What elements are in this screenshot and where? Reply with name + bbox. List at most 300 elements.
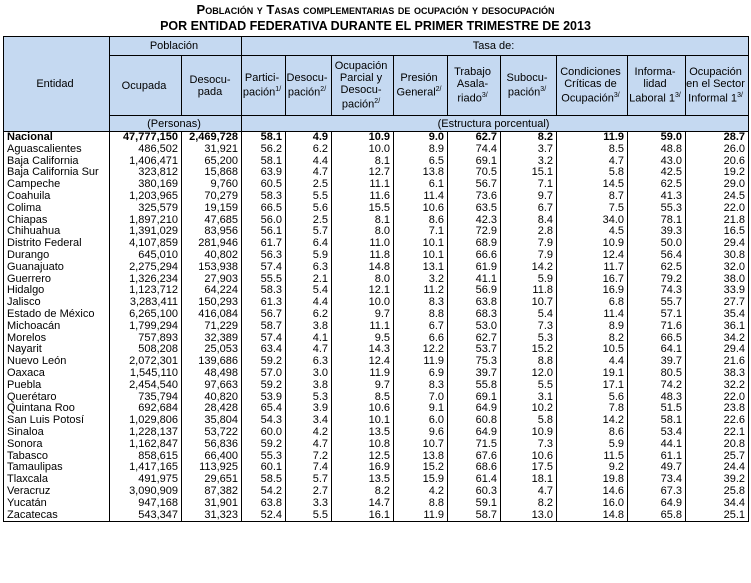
cell-tasa: 65.4 (242, 403, 286, 415)
table-row (4, 309, 749, 321)
cell-tasa: 6.2 (286, 309, 332, 321)
cell-tasa: 59.2 (242, 439, 286, 451)
cell-tasa: 8.6 (557, 427, 628, 439)
cell-tasa: 16.9 (332, 462, 394, 474)
cell-tasa: 4.7 (286, 344, 332, 356)
cell-tasa: 7.0 (394, 392, 448, 404)
cell-ocupada: 2,454,540 (110, 380, 182, 392)
header-desocupacion: Desocu-pación$^{2/}$ (286, 56, 332, 116)
cell-tasa: 57.1 (628, 309, 686, 321)
cell-tasa: 60.8 (448, 415, 501, 427)
cell-tasa: 24.4 (686, 462, 749, 474)
cell-tasa: 62.5 (628, 179, 686, 191)
cell-tasa: 52.4 (242, 510, 286, 522)
header-informalidad: Informa-lidad Laboral $1^{3/}$ (628, 56, 686, 116)
header-subocupacion: Subocu-pación$^{3/}$ (501, 56, 557, 116)
table-row (4, 144, 749, 156)
cell-tasa: 11.5 (557, 451, 628, 463)
cell-entidad: Distrito Federal (4, 238, 110, 250)
cell-desocupada: 113,925 (182, 462, 242, 474)
cell-tasa: 3.8 (286, 321, 332, 333)
cell-tasa: 11.9 (394, 356, 448, 368)
cell-ocupada: 1,897,210 (110, 215, 182, 227)
cell-tasa: 11.9 (557, 132, 628, 144)
cell-tasa: 29.4 (686, 344, 749, 356)
cell-tasa: 61.7 (242, 238, 286, 250)
cell-tasa: 9.2 (557, 462, 628, 474)
cell-tasa: 56.1 (242, 226, 286, 238)
cell-entidad: Tlaxcala (4, 474, 110, 486)
cell-tasa: 11.2 (394, 285, 448, 297)
cell-tasa: 10.6 (332, 403, 394, 415)
cell-tasa: 7.9 (501, 238, 557, 250)
cell-tasa: 16.1 (332, 510, 394, 522)
cell-entidad: Chihuahua (4, 226, 110, 238)
cell-tasa: 10.5 (557, 344, 628, 356)
cell-tasa: 9.7 (501, 191, 557, 203)
cell-tasa: 58.3 (242, 191, 286, 203)
cell-entidad: Baja California Sur (4, 167, 110, 179)
cell-entidad: Sonora (4, 439, 110, 451)
cell-entidad: Puebla (4, 380, 110, 392)
cell-tasa: 74.2 (628, 380, 686, 392)
cell-tasa: 58.3 (242, 285, 286, 297)
cell-ocupada: 735,794 (110, 392, 182, 404)
cell-entidad: Chiapas (4, 215, 110, 227)
cell-tasa: 4.4 (286, 156, 332, 168)
cell-tasa: 23.8 (686, 403, 749, 415)
cell-ocupada: 3,090,909 (110, 486, 182, 498)
cell-tasa: 11.7 (557, 262, 628, 274)
cell-tasa: 8.8 (501, 356, 557, 368)
cell-entidad: Morelos (4, 333, 110, 345)
cell-ocupada: 1,162,847 (110, 439, 182, 451)
cell-tasa: 3.3 (286, 498, 332, 510)
cell-tasa: 14.6 (557, 486, 628, 498)
cell-tasa: 61.3 (242, 297, 286, 309)
cell-tasa: 60.5 (242, 179, 286, 191)
cell-tasa: 29.0 (686, 179, 749, 191)
cell-tasa: 58.1 (628, 415, 686, 427)
cell-tasa: 68.3 (448, 309, 501, 321)
cell-desocupada: 32,389 (182, 333, 242, 345)
cell-tasa: 10.1 (332, 415, 394, 427)
cell-tasa: 13.0 (501, 510, 557, 522)
cell-tasa: 8.2 (501, 132, 557, 144)
cell-tasa: 13.5 (332, 474, 394, 486)
cell-desocupada: 150,293 (182, 297, 242, 309)
cell-tasa: 48.8 (628, 144, 686, 156)
cell-tasa: 3.2 (501, 156, 557, 168)
cell-tasa: 10.6 (394, 203, 448, 215)
cell-tasa: 15.2 (501, 344, 557, 356)
cell-tasa: 63.4 (242, 344, 286, 356)
cell-entidad: Colima (4, 203, 110, 215)
header-ocupacion-parcial: Ocupación Parcial y Desocu-pación$^{2/}$ (332, 56, 394, 116)
cell-tasa: 59.2 (242, 356, 286, 368)
table-row (4, 510, 749, 522)
cell-tasa: 14.2 (557, 415, 628, 427)
cell-tasa: 12.4 (557, 250, 628, 262)
cell-tasa: 4.2 (286, 427, 332, 439)
cell-tasa: 7.4 (286, 462, 332, 474)
cell-tasa: 5.3 (286, 392, 332, 404)
cell-tasa: 17.1 (557, 380, 628, 392)
cell-tasa: 10.6 (501, 451, 557, 463)
cell-tasa: 7.5 (557, 203, 628, 215)
cell-desocupada: 66,400 (182, 451, 242, 463)
cell-entidad: Oaxaca (4, 368, 110, 380)
cell-tasa: 61.9 (448, 262, 501, 274)
cell-tasa: 5.4 (501, 309, 557, 321)
cell-tasa: 53.7 (448, 344, 501, 356)
cell-tasa: 3.9 (286, 403, 332, 415)
cell-desocupada: 139,686 (182, 356, 242, 368)
cell-tasa: 8.7 (557, 191, 628, 203)
table-row (4, 486, 749, 498)
cell-tasa: 4.5 (557, 226, 628, 238)
cell-tasa: 5.9 (501, 274, 557, 286)
cell-tasa: 2.1 (286, 274, 332, 286)
cell-tasa: 67.6 (448, 451, 501, 463)
cell-tasa: 6.7 (394, 321, 448, 333)
cell-tasa: 6.7 (501, 203, 557, 215)
header-participacion: Partici-pación$^{1/}$ (242, 56, 286, 116)
cell-tasa: 43.0 (628, 156, 686, 168)
cell-tasa: 11.4 (557, 309, 628, 321)
cell-tasa: 13.5 (332, 427, 394, 439)
cell-desocupada: 70,279 (182, 191, 242, 203)
cell-desocupada: 31,921 (182, 144, 242, 156)
cell-desocupada: 97,663 (182, 380, 242, 392)
cell-ocupada: 4,107,859 (110, 238, 182, 250)
cell-desocupada: 31,323 (182, 510, 242, 522)
cell-tasa: 61.1 (628, 451, 686, 463)
cell-tasa: 11.1 (332, 321, 394, 333)
cell-tasa: 10.9 (332, 132, 394, 144)
cell-tasa: 17.5 (501, 462, 557, 474)
cell-tasa: 11.9 (394, 510, 448, 522)
cell-tasa: 3.1 (501, 392, 557, 404)
cell-tasa: 80.5 (628, 368, 686, 380)
cell-tasa: 25.1 (686, 510, 749, 522)
cell-entidad: Hidalgo (4, 285, 110, 297)
cell-tasa: 15.2 (394, 462, 448, 474)
cell-tasa: 9.6 (394, 427, 448, 439)
cell-tasa: 75.3 (448, 356, 501, 368)
cell-ocupada: 2,275,294 (110, 262, 182, 274)
cell-tasa: 8.9 (394, 144, 448, 156)
cell-ocupada: 692,684 (110, 403, 182, 415)
cell-ocupada: 508,208 (110, 344, 182, 356)
cell-desocupada: 40,802 (182, 250, 242, 262)
cell-tasa: 54.3 (242, 415, 286, 427)
cell-entidad: Michoacán (4, 321, 110, 333)
cell-tasa: 3.8 (286, 380, 332, 392)
cell-tasa: 59.2 (242, 380, 286, 392)
cell-tasa: 34.2 (686, 333, 749, 345)
cell-entidad: Sinaloa (4, 427, 110, 439)
cell-tasa: 64.9 (448, 427, 501, 439)
header-entidad: Entidad (4, 37, 110, 132)
cell-tasa: 8.0 (332, 274, 394, 286)
cell-tasa: 2.8 (501, 226, 557, 238)
cell-tasa: 55.7 (628, 297, 686, 309)
cell-entidad: Quintana Roo (4, 403, 110, 415)
cell-tasa: 4.1 (286, 333, 332, 345)
cell-ocupada: 1,799,294 (110, 321, 182, 333)
cell-tasa: 73.4 (628, 474, 686, 486)
cell-tasa: 58.1 (242, 156, 286, 168)
cell-tasa: 6.8 (557, 297, 628, 309)
cell-tasa: 34.0 (557, 215, 628, 227)
cell-tasa: 12.0 (501, 368, 557, 380)
cell-tasa: 6.6 (394, 333, 448, 345)
cell-tasa: 16.9 (557, 285, 628, 297)
cell-desocupada: 153,938 (182, 262, 242, 274)
cell-tasa: 8.5 (332, 392, 394, 404)
cell-tasa: 8.2 (332, 486, 394, 498)
header-condiciones-criticas: Condiciones Críticas de Ocupación$^{3/}$ (557, 56, 628, 116)
cell-tasa: 16.7 (557, 274, 628, 286)
cell-tasa: 44.1 (628, 439, 686, 451)
cell-tasa: 64.1 (628, 344, 686, 356)
cell-tasa: 63.8 (448, 297, 501, 309)
cell-ocupada: 1,545,110 (110, 368, 182, 380)
cell-tasa: 74.4 (448, 144, 501, 156)
cell-tasa: 61.4 (448, 474, 501, 486)
cell-tasa: 5.9 (286, 250, 332, 262)
cell-tasa: 19.2 (686, 167, 749, 179)
cell-ocupada: 325,579 (110, 203, 182, 215)
cell-tasa: 33.9 (686, 285, 749, 297)
cell-tasa: 56.2 (242, 144, 286, 156)
cell-tasa: 2.5 (286, 179, 332, 191)
cell-tasa: 71.6 (628, 321, 686, 333)
cell-entidad: Nuevo León (4, 356, 110, 368)
cell-entidad: Durango (4, 250, 110, 262)
cell-tasa: 39.7 (628, 356, 686, 368)
cell-tasa: 62.5 (628, 262, 686, 274)
cell-tasa: 29.4 (686, 238, 749, 250)
table-row (4, 380, 749, 392)
cell-tasa: 51.5 (628, 403, 686, 415)
cell-tasa: 25.8 (686, 486, 749, 498)
cell-entidad: Tabasco (4, 451, 110, 463)
header-estructura: (Estructura porcentual) (242, 116, 749, 132)
cell-tasa: 5.8 (501, 415, 557, 427)
cell-tasa: 78.1 (628, 215, 686, 227)
cell-tasa: 56.7 (448, 179, 501, 191)
cell-tasa: 5.6 (286, 203, 332, 215)
table-row (4, 439, 749, 451)
cell-tasa: 4.2 (394, 486, 448, 498)
cell-entidad: Campeche (4, 179, 110, 191)
cell-tasa: 41.1 (448, 274, 501, 286)
cell-tasa: 10.1 (394, 238, 448, 250)
cell-tasa: 57.4 (242, 262, 286, 274)
cell-desocupada: 28,428 (182, 403, 242, 415)
cell-desocupada: 25,053 (182, 344, 242, 356)
cell-tasa: 5.7 (286, 474, 332, 486)
cell-tasa: 56.9 (448, 285, 501, 297)
table-row (4, 132, 749, 144)
cell-tasa: 3.0 (286, 368, 332, 380)
cell-entidad: Jalisco (4, 297, 110, 309)
cell-tasa: 60.3 (448, 486, 501, 498)
cell-ocupada: 380,169 (110, 179, 182, 191)
cell-tasa: 8.3 (394, 380, 448, 392)
cell-tasa: 3.4 (286, 415, 332, 427)
cell-ocupada: 1,228,137 (110, 427, 182, 439)
cell-tasa: 30.8 (686, 250, 749, 262)
cell-tasa: 5.5 (501, 380, 557, 392)
cell-tasa: 26.0 (686, 144, 749, 156)
cell-tasa: 42.3 (448, 215, 501, 227)
cell-tasa: 8.6 (394, 215, 448, 227)
table-row (4, 368, 749, 380)
cell-tasa: 8.3 (394, 297, 448, 309)
cell-tasa: 3.2 (394, 274, 448, 286)
cell-ocupada: 1,123,712 (110, 285, 182, 297)
cell-tasa: 9.0 (394, 132, 448, 144)
cell-tasa: 60.1 (242, 462, 286, 474)
cell-ocupada: 491,975 (110, 474, 182, 486)
cell-ocupada: 47,777,150 (110, 132, 182, 144)
cell-tasa: 56.7 (242, 309, 286, 321)
table-row (4, 250, 749, 262)
cell-tasa: 6.9 (394, 368, 448, 380)
cell-tasa: 67.3 (628, 486, 686, 498)
cell-entidad: Nayarit (4, 344, 110, 356)
cell-ocupada: 486,502 (110, 144, 182, 156)
cell-tasa: 22.6 (686, 415, 749, 427)
cell-tasa: 15.5 (332, 203, 394, 215)
cell-tasa: 35.4 (686, 309, 749, 321)
cell-tasa: 42.5 (628, 167, 686, 179)
cell-tasa: 58.7 (448, 510, 501, 522)
cell-tasa: 5.6 (557, 392, 628, 404)
cell-tasa: 6.3 (286, 262, 332, 274)
cell-tasa: 21.6 (686, 356, 749, 368)
cell-tasa: 11.8 (501, 285, 557, 297)
cell-desocupada: 27,903 (182, 274, 242, 286)
table-body (4, 132, 749, 522)
cell-tasa: 62.7 (448, 333, 501, 345)
cell-tasa: 68.6 (448, 462, 501, 474)
cell-tasa: 13.1 (394, 262, 448, 274)
cell-entidad: Estado de México (4, 309, 110, 321)
cell-tasa: 63.9 (242, 167, 286, 179)
cell-desocupada: 31,901 (182, 498, 242, 510)
cell-tasa: 56.4 (628, 250, 686, 262)
cell-ocupada: 323,812 (110, 167, 182, 179)
cell-tasa: 4.7 (286, 439, 332, 451)
cell-tasa: 10.9 (557, 238, 628, 250)
cell-tasa: 11.4 (394, 191, 448, 203)
cell-tasa: 13.8 (394, 167, 448, 179)
cell-tasa: 57.0 (242, 368, 286, 380)
cell-tasa: 27.7 (686, 297, 749, 309)
cell-tasa: 56.0 (242, 215, 286, 227)
cell-entidad: San Luis Potosí (4, 415, 110, 427)
cell-tasa: 69.1 (448, 392, 501, 404)
header-poblacion: Población (110, 37, 242, 56)
cell-entidad: Zacatecas (4, 510, 110, 522)
cell-tasa: 10.7 (394, 439, 448, 451)
cell-desocupada: 29,651 (182, 474, 242, 486)
cell-tasa: 32.2 (686, 380, 749, 392)
cell-tasa: 10.0 (332, 144, 394, 156)
cell-tasa: 11.1 (332, 179, 394, 191)
cell-tasa: 58.7 (242, 321, 286, 333)
cell-tasa: 64.9 (448, 403, 501, 415)
cell-tasa: 6.4 (286, 238, 332, 250)
cell-tasa: 55.3 (628, 203, 686, 215)
cell-tasa: 15.9 (394, 474, 448, 486)
cell-tasa: 63.5 (448, 203, 501, 215)
table-row (4, 321, 749, 333)
cell-tasa: 11.8 (332, 250, 394, 262)
cell-ocupada: 3,283,411 (110, 297, 182, 309)
title-line-2: POR ENTIDAD FEDERATIVA DURANTE EL PRIMER TRIMESTRE DE 2013 (160, 19, 591, 33)
cell-tasa: 8.8 (394, 309, 448, 321)
cell-tasa: 34.4 (686, 498, 749, 510)
cell-ocupada: 1,326,234 (110, 274, 182, 286)
cell-ocupada: 1,406,471 (110, 156, 182, 168)
cell-tasa: 20.8 (686, 439, 749, 451)
cell-tasa: 11.6 (332, 191, 394, 203)
cell-entidad: Veracruz (4, 486, 110, 498)
cell-tasa: 70.5 (448, 167, 501, 179)
cell-tasa: 8.8 (394, 498, 448, 510)
cell-tasa: 7.9 (501, 250, 557, 262)
cell-tasa: 5.5 (286, 191, 332, 203)
cell-entidad: Querétaro (4, 392, 110, 404)
cell-entidad: Tamaulipas (4, 462, 110, 474)
cell-tasa: 4.9 (286, 132, 332, 144)
header-desocupada: Desocu-pada (182, 56, 242, 116)
cell-tasa: 14.7 (332, 498, 394, 510)
cell-tasa: 55.8 (448, 380, 501, 392)
cell-tasa: 4.4 (557, 356, 628, 368)
cell-ocupada: 2,072,301 (110, 356, 182, 368)
cell-tasa: 2.7 (286, 486, 332, 498)
cell-tasa: 8.2 (557, 333, 628, 345)
cell-tasa: 55.3 (242, 451, 286, 463)
cell-tasa: 2.5 (286, 215, 332, 227)
cell-tasa: 8.1 (332, 156, 394, 168)
cell-entidad: Baja California (4, 156, 110, 168)
cell-tasa: 22.0 (686, 203, 749, 215)
cell-tasa: 16.0 (557, 498, 628, 510)
cell-tasa: 28.7 (686, 132, 749, 144)
header-trabajo-asalariado: Trabajo Asala-riado$^{3/}$ (448, 56, 501, 116)
cell-tasa: 39.7 (448, 368, 501, 380)
cell-tasa: 9.1 (394, 403, 448, 415)
cell-tasa: 68.9 (448, 238, 501, 250)
cell-tasa: 19.1 (557, 368, 628, 380)
cell-tasa: 12.5 (332, 451, 394, 463)
cell-tasa: 12.2 (394, 344, 448, 356)
cell-tasa: 6.2 (286, 144, 332, 156)
cell-tasa: 69.1 (448, 156, 501, 168)
cell-tasa: 63.8 (242, 498, 286, 510)
cell-tasa: 19.8 (557, 474, 628, 486)
cell-tasa: 16.5 (686, 226, 749, 238)
cell-tasa: 15.1 (501, 167, 557, 179)
cell-tasa: 7.1 (501, 179, 557, 191)
